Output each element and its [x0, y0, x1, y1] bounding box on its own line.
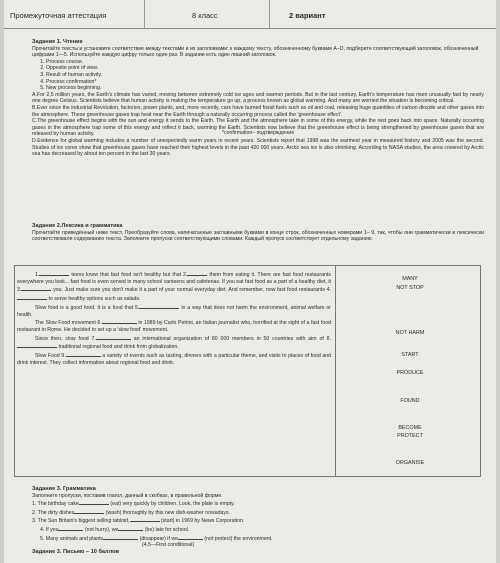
keyword-become: BECOME [398, 425, 422, 431]
answer-gap[interactable] [103, 534, 138, 540]
keyword-many: MANY [402, 276, 418, 282]
answer-gap[interactable] [118, 525, 143, 531]
task1-headings-list [32, 59, 484, 92]
answer-gap[interactable] [74, 508, 104, 514]
answer-gap-2[interactable] [187, 270, 207, 276]
answer-gap-9[interactable] [66, 351, 101, 357]
text-b: B.Ever since the industrial Revolution, factories, power plants, and, more recently, cars have burned fossil fuels such as oil and coal, releasing huge quantities of carbon dioxide and other gases into the atmosphere. These greenhouse gases trap heat near the Earth through a naturally occurring process called the 'greenhouse effect'. [32, 104, 484, 118]
keyword-organise: ORGANISE [395, 460, 425, 466]
keyword-not-harm: NOT HARM [395, 330, 425, 336]
answer-gap[interactable] [58, 525, 83, 531]
answer-gap[interactable] [79, 499, 109, 505]
heading-item: 5. New process beginning. [46, 85, 484, 92]
page-header [4, 0, 496, 28]
text-a: A.For 2,5 million years, the Earth's climate has varied, moving between extremely cold ice ages and warmer periods. But in the last century, Earth's temperature has risen unusually fast by nearly one degree Celsius. Scientists believe that human activity is making the temperature go up, a process known as global warming. And many are worried the situation is becoming critical. [32, 91, 484, 105]
heading-item: 2. Opposite point of view. [46, 65, 484, 72]
text-c: C.The greenhouse effect begins with the sun and energy it sends to the Earth. The Earth and the atmosphere take in some of this energy, while the rest goes back into space. Naturally occurring gases in the atmosphere trap some of this energy and reflect it back, warming the Earth. Scientists now believe that the greenhouse effect is being strengthened by greenhouse gases that are released by human activity. [32, 118, 484, 138]
answer-gap-3[interactable] [21, 285, 51, 291]
keyword-start: START [401, 352, 419, 358]
confirmation-footnote: *confirmation– подтверждение [222, 130, 295, 136]
header-variant: 2 вариант [289, 11, 326, 20]
keyword-found: FOUND [400, 398, 420, 404]
task3-section [32, 486, 484, 555]
heading-item: 4. Process confirmation* [46, 79, 484, 86]
answer-gap-6[interactable] [102, 318, 137, 324]
task3-item-1: 1. The birthday cake (eat) very quickly by children. Look, the plate is empty. [32, 501, 235, 508]
task3-title: Задание 3. Грамматика [32, 486, 96, 492]
task3-item-5: 5. Many animals and plants (disappear) if we (not protect) the environment. [40, 535, 273, 542]
answer-gap-7[interactable] [96, 334, 131, 340]
answer-gap[interactable] [178, 534, 203, 540]
worksheet-page [4, 0, 496, 563]
task2-passage: 1. teens know that fast food isn't healthy but that 2. them from eating it. There are fast food restaurants everywhere you look... fast food is even served in many school canteens and cafeterias. If you eat fast food as a part of a healthy diet, it 3. you. Just make sure you don't make it a part of your normal everyday diet. And remember, now fast food restaurants 4. to serve healthy options such as salads. Slow food is a good food. It is a food that 5. in a way that does not harm the environment, animal welfare or health. The Slow Food movement 6. in 1989 by Carlo Petrini, an Italian journalist who, horrified at the sight of a fast food restaurant in Rome. He decided to set up a 'slow food' movement. Since then, slow food 7. an international organization of 80 000 members in 50 countries with aim of 8. traditional regional food and drink from globalization. Slow Food 9. a variety of events such as tasting, dinners with a particular theme, and visits to places of food and drink interest. They collect information about regional food and drink. [17, 272, 331, 366]
task1-section [32, 39, 484, 158]
task1-instructions: Прочитайте тексты и установите соответствие между текстами и их заголовками: к каждому тексту, обозначенному буквами А–D, подберите соответствующий заголовок, обозначенный цифрами 1—5. Используйте каждую цифру только один раз. В задании есть один лишний заголовок. [32, 45, 479, 59]
task3-instructions: Заполните пропуски, поставив глагол, данный в скобках, в правильной форме. [32, 492, 223, 499]
heading-item: 3. Result of human activity. [46, 72, 484, 79]
answer-gap-1[interactable] [39, 270, 69, 276]
keyword-produce: PRODUCE [396, 370, 424, 376]
task2-instructions: Прочитайте приведённый ниже текст. Преобразуйте слова, напечатанные заглавными буквами в конце строк, обозначенных номерами 1– 9, так, чтобы они грамматически и лексически соответствовали содержанию текста. Заполните пропуски соответствующими словами. Каждый пропуск соответствует отдельному заданию. [32, 229, 484, 243]
task3-note: (4,5—First conditional) [142, 542, 195, 549]
task2-passage-cell [15, 266, 336, 476]
task3-item-2: 2. The dirty dishes (wash) thoroughly by this new dish-washer nowadays. [32, 509, 231, 516]
task2-header [32, 223, 484, 243]
header-grade: 8 класс [192, 11, 218, 20]
answer-gap[interactable] [130, 516, 160, 522]
task3-item-3: 3. The Sun Britain's biggest selling tabloid, (start) in 1969 by News Corporation. [32, 518, 245, 525]
task2-table [14, 265, 481, 477]
keyword-not-stop: NOT STOP [396, 285, 424, 291]
heading-item: 1. Process course. [46, 59, 484, 66]
text-d: D.Evidence for global warming includes a number of unexpectedly warm years in recent years. Scientists report that 1998 was the warmest year in measured history and 2005 was the second. Studies of ice cores show that greenhouse gases have reached their highest levels in the past 420 000 years. Arctic sea ice is also shrinking. According to NASA studies, the area covered by Arctic sea has decreased by about ten percent in the last 30 years. [32, 137, 484, 158]
task3-item-4: 4. If you (not hurry), we (be) late for school. [40, 526, 190, 533]
answer-gap-4[interactable] [17, 294, 47, 300]
header-title: Промежуточная аттестация [10, 11, 107, 20]
task4-title: Задание 3. Письмо – 10 баллов [32, 548, 119, 555]
task2-title: Задание 2.Лексика и грамматика [32, 223, 123, 229]
keyword-protect: PROTECT [397, 433, 423, 439]
task1-title: Задание 1. Чтение [32, 39, 83, 45]
answer-gap-5[interactable] [139, 303, 179, 309]
answer-gap-8[interactable] [17, 342, 57, 348]
